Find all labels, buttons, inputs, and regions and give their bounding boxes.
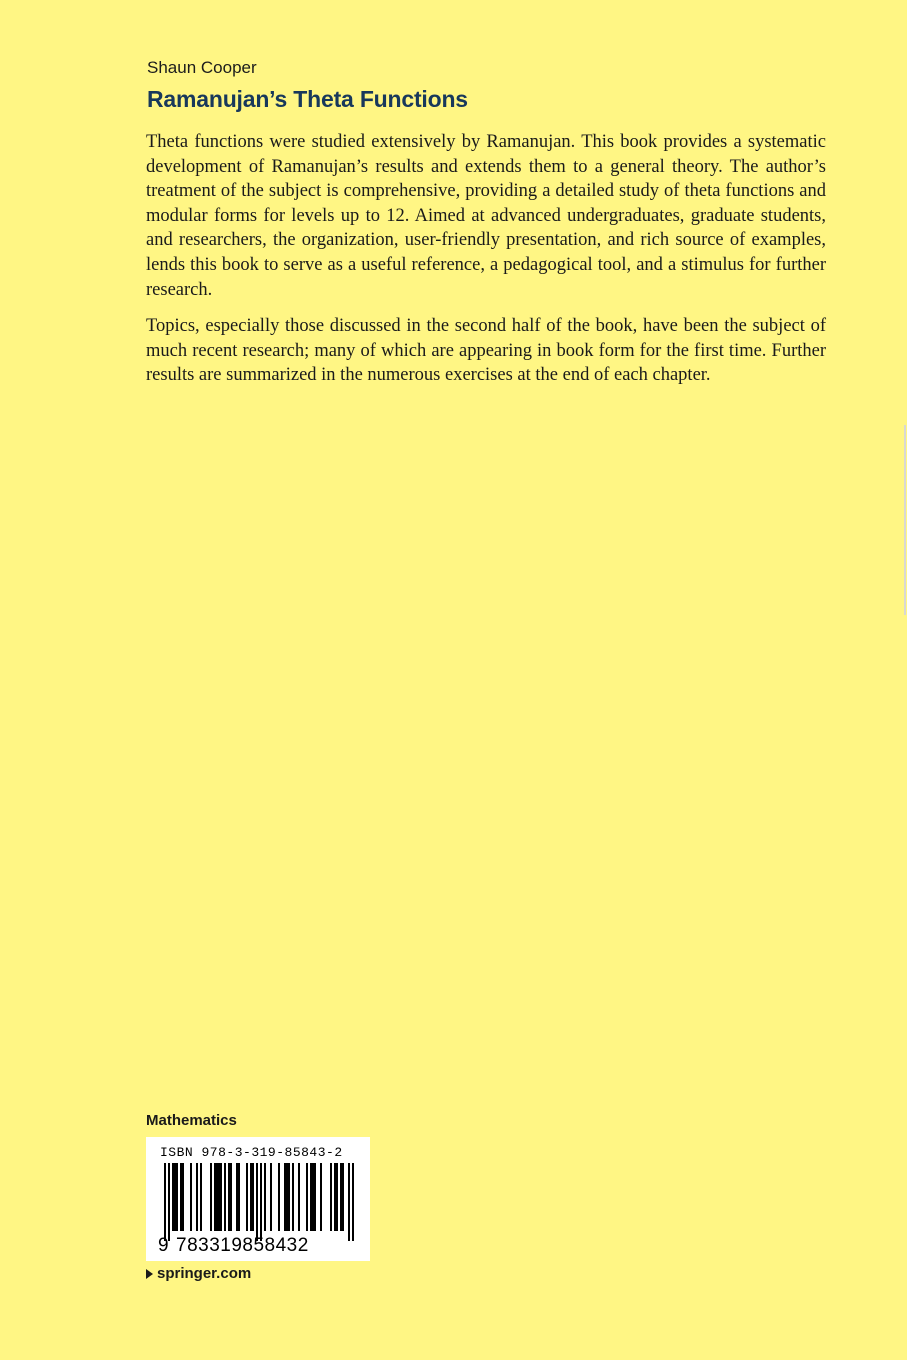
barcode-bar: [196, 1163, 198, 1231]
barcode-bar: [176, 1163, 178, 1231]
barcode-bar: [182, 1163, 184, 1231]
barcode-guard-bar: [168, 1163, 170, 1241]
barcode-bar: [250, 1163, 252, 1231]
author-name: Shaun Cooper: [147, 58, 257, 77]
barcode-bar: [220, 1163, 222, 1231]
barcode-bar: [216, 1163, 218, 1231]
ean-digits: 783319858432: [176, 1235, 309, 1256]
barcode-bar: [238, 1163, 240, 1231]
barcode-bar: [210, 1163, 212, 1231]
barcode-bar: [288, 1163, 290, 1231]
barcode-bar: [314, 1163, 316, 1231]
book-description: [146, 130, 826, 400]
barcode-bar: [252, 1163, 254, 1231]
ean-first-digit: 9: [158, 1235, 169, 1256]
barcode-bar: [174, 1163, 176, 1231]
barcode-bar: [312, 1163, 314, 1231]
barcode-bar: [270, 1163, 272, 1231]
barcode-bar: [264, 1163, 266, 1231]
barcode-bar: [172, 1163, 174, 1231]
barcode-bar: [334, 1163, 336, 1231]
barcode-bar: [336, 1163, 338, 1231]
page-edge-line: [904, 425, 906, 615]
barcode-guard-bar: [348, 1163, 350, 1241]
barcode-bar: [246, 1163, 248, 1231]
description-paragraph-1: Theta functions were studied extensively by Ramanujan. This book provides a systematic development of Ramanujan’s results and extends them to a general theory. The author’s treatment of the subject is comprehensive, providing a detailed study of theta functions and modular forms for levels up to 12. Aimed at advanced undergraduates, graduate students, and researchers, the organization, user-friendly presentation, and rich source of examples, lends this book to serve as a useful reference, a pedagogical tool, and a stimulus for further research.: [146, 132, 826, 300]
barcode-bar: [330, 1163, 332, 1231]
barcode-bar: [298, 1163, 300, 1231]
barcode-guard-bar: [256, 1163, 258, 1241]
barcode-bar: [190, 1163, 192, 1231]
publisher-link[interactable]: [146, 1265, 251, 1282]
barcode-bar: [284, 1163, 286, 1231]
book-title: Ramanujan’s Theta Functions: [147, 86, 468, 112]
isbn-number: ISBN 978-3-319-85843-2: [160, 1145, 343, 1160]
barcode-bar: [228, 1163, 230, 1231]
description-paragraph-2: Topics, especially those discussed in the second half of the book, have been the subject of much recent research; many of which are appearing in book form for the first time. Further results are summarized in the numerous exercises at the end of each chapter.: [146, 316, 826, 386]
barcode-bar: [292, 1163, 294, 1231]
barcode-bar: [278, 1163, 280, 1231]
barcode-bar: [218, 1163, 220, 1231]
barcode-guard-bar: [260, 1163, 262, 1241]
barcode-bar: [200, 1163, 202, 1231]
isbn-barcode: [146, 1137, 370, 1261]
barcode-bar: [320, 1163, 322, 1231]
barcode-guard-bar: [164, 1163, 166, 1241]
subject-label: Mathematics: [146, 1112, 237, 1129]
barcode-bar: [230, 1163, 232, 1231]
barcode-guard-bar: [352, 1163, 354, 1241]
barcode-bar: [224, 1163, 226, 1231]
barcode-bar: [310, 1163, 312, 1231]
barcode-bar: [306, 1163, 308, 1231]
barcode-bar: [342, 1163, 344, 1231]
triangle-right-icon: [146, 1269, 153, 1279]
barcode-bar: [340, 1163, 342, 1231]
barcode-bar: [236, 1163, 238, 1231]
publisher-link-label: springer.com: [157, 1265, 252, 1282]
barcode-bar: [214, 1163, 216, 1231]
barcode-bar: [286, 1163, 288, 1231]
barcode-bar: [180, 1163, 182, 1231]
